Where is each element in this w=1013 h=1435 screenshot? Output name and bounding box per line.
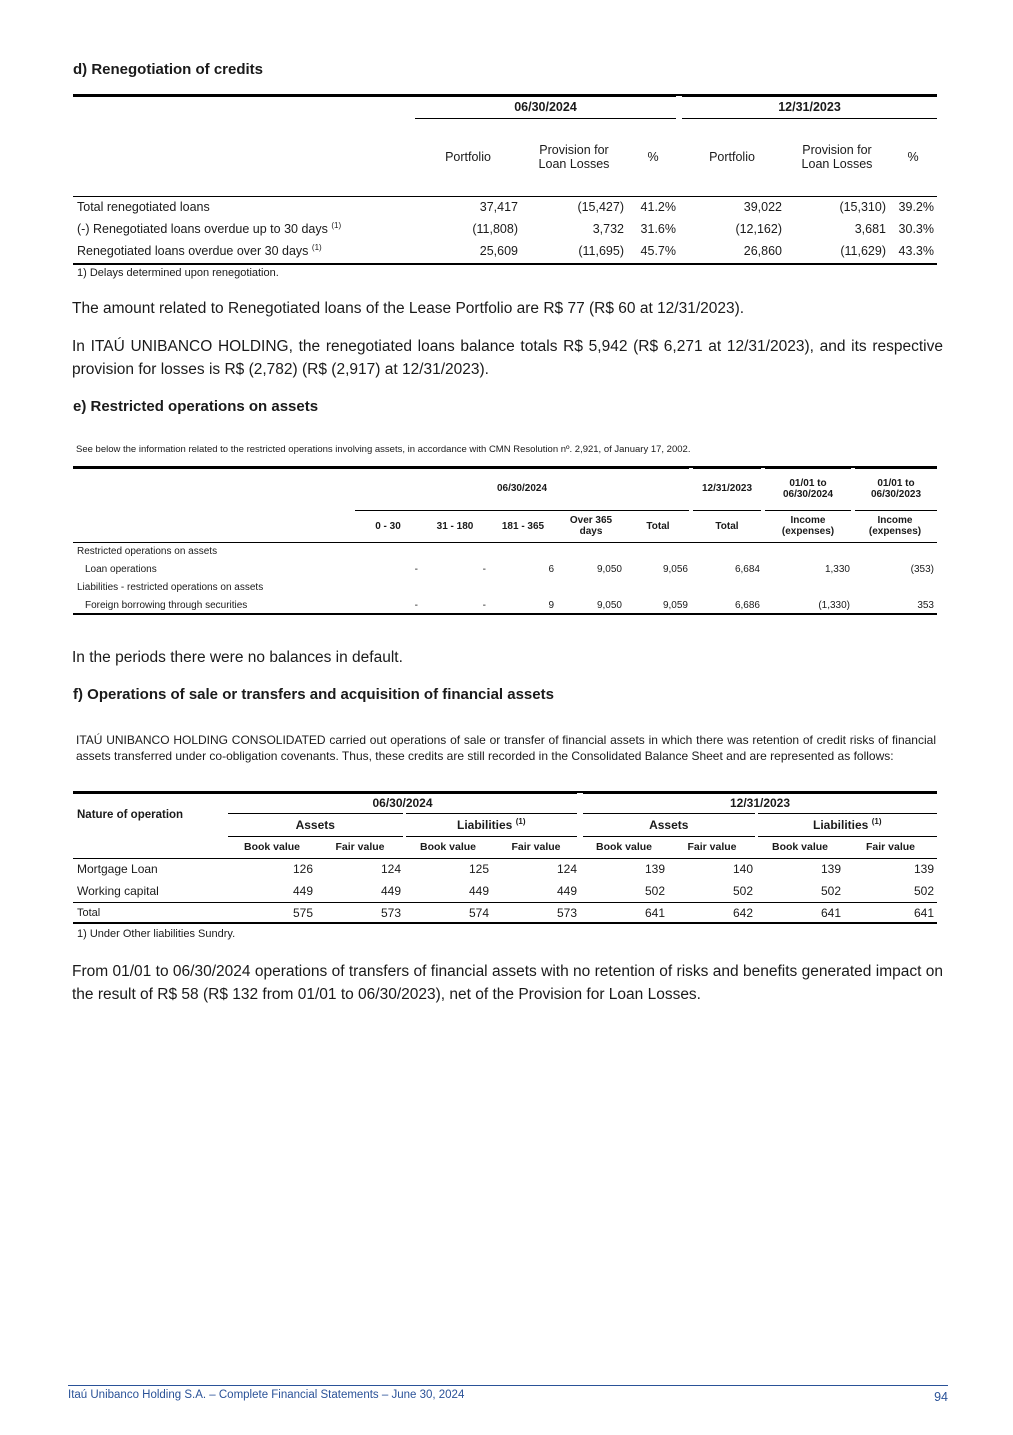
period-header: 06/30/2024 bbox=[355, 468, 691, 510]
nature-header: Nature of operation bbox=[77, 808, 184, 821]
col-portfolio: Portfolio bbox=[709, 150, 755, 164]
table-row: (-) Renegotiated loans overdue up to 30 days $^{(1)}$ (11,808) 3,732 31.6% (12,162) 3,681 30.3% bbox=[77, 221, 934, 237]
footnote: 1) Delays determined upon renegotiation. bbox=[77, 267, 279, 279]
period-header-2023: 12/31/2023 bbox=[679, 96, 937, 118]
group-label: Liabilities - restricted operations on assets bbox=[77, 581, 264, 593]
section-f-heading: f) Operations of sale or transfers and acquisition of financial assets bbox=[73, 686, 554, 703]
table-row: Loan operations - - 6 9,050 9,056 6,684 1,330 (353) bbox=[85, 563, 934, 575]
renegotiation-table bbox=[73, 96, 937, 262]
col-provision: Provision for Loan Losses bbox=[538, 143, 610, 171]
section-e-intro: See below the information related to the restricted operations involving assets, in accordance with CMN Resolution nº. 2,921, of January 17, 2002. bbox=[76, 444, 691, 455]
section-d-heading: d) Renegotiation of credits bbox=[73, 61, 264, 78]
col-pct: % bbox=[647, 150, 659, 164]
period-header: 06/30/2024 bbox=[228, 793, 580, 813]
paragraph: In ITAÚ UNIBANCO HOLDING, the renegotiated loans balance totals R$ 5,942 (R$ 6,271 at 12/31/2023), and its respective provision for losses is R$ (2,782) (R$ (2,917) at 12/31/2023). bbox=[72, 338, 943, 378]
period-header-2024: 06/30/2024 bbox=[415, 96, 679, 118]
restricted-operations-table: 06/30/2024 12/31/2023 01/01 to 06/30/2024 01/01 to 06/30/2023 0 - 30 31 - 180 181 - 365 Over 365 days Total Total Income (expenses) Income (expenses) Restricted operations on assets Loan operations - - 6 9,050 9,056 6,684 1,330 (353) Liabilities - restricted operations on assets Foreign borrowing through securities - - 9 9,050 9,059 6,686 (1,330) 353 bbox=[73, 468, 937, 614]
col-portfolio: Portfolio bbox=[445, 150, 491, 164]
footnote: 1) Under Other liabilities Sundry. bbox=[77, 928, 236, 940]
table-row: Renegotiated loans overdue over 30 days $^{(1)}$ 25,609 (11,695) 45.7% 26,860 (11,629) 43.3% bbox=[77, 243, 934, 259]
group-label: Restricted operations on assets bbox=[77, 545, 218, 557]
page-number: 94 bbox=[934, 1390, 948, 1404]
paragraph: In the periods there were no balances in default. bbox=[72, 649, 403, 666]
col-pct: % bbox=[907, 150, 919, 164]
period-header: 01/01 to 06/30/2024 bbox=[763, 468, 853, 510]
section-f-intro: ITAÚ UNIBANCO HOLDING CONSOLIDATED carried out operations of sale or transfer of financial assets in which there was retention of credit risks of financial assets transferred under co-obligation covenants. Thus, these credits are still recorded in the Consolidated Balance Sheet and are represented as follows: bbox=[76, 733, 936, 763]
financial-assets-table: Nature of operation 06/30/2024 12/31/2023 Assets Liabilities $^{(1)}$ Assets Liabilities $^{(1)}$ Book value Fair value Book value Fair value Book value Fair value Book value Fair value Mortgage Loan 126 124 125 124 139 140 139 139 Working capital 449 449 449 449 502 502 502 502 Total 575 573 574 573 641 642 641 641 bbox=[73, 793, 937, 924]
footer-text: Itaú Unibanco Holding S.A. – Complete Financial Statements – June 30, 2024 bbox=[68, 1389, 465, 1401]
period-header: 12/31/2023 bbox=[691, 468, 763, 510]
table-row: Foreign borrowing through securities - - 9 9,050 9,059 6,686 (1,330) 353 bbox=[85, 599, 934, 611]
total-row: Total 575 573 574 573 641 642 641 641 bbox=[73, 902, 937, 924]
table-row: Mortgage Loan 126 124 125 124 139 140 139 139 bbox=[73, 858, 937, 880]
period-header: 01/01 to 06/30/2023 bbox=[853, 468, 937, 510]
col-provision: Provision for Loan Losses bbox=[801, 143, 873, 171]
period-header: 12/31/2023 bbox=[580, 793, 937, 813]
table-row: Total renegotiated loans 37,417 (15,427) 41.2% 39,022 (15,310) 39.2% bbox=[73, 196, 937, 218]
section-e-heading: e) Restricted operations on assets bbox=[73, 398, 319, 415]
table-row: Working capital 449 449 449 449 502 502 502 502 bbox=[77, 883, 934, 898]
paragraph: The amount related to Renegotiated loans of the Lease Portfolio are R$ 77 (R$ 60 at 12/31/2023). bbox=[72, 300, 745, 317]
paragraph: From 01/01 to 06/30/2024 operations of transfers of financial assets with no retention of risks and benefits generated impact on the result of R$ 58 (R$ 132 from 01/01 to 06/30/2023), net of the Provision for Loan Losses. bbox=[72, 963, 943, 1003]
